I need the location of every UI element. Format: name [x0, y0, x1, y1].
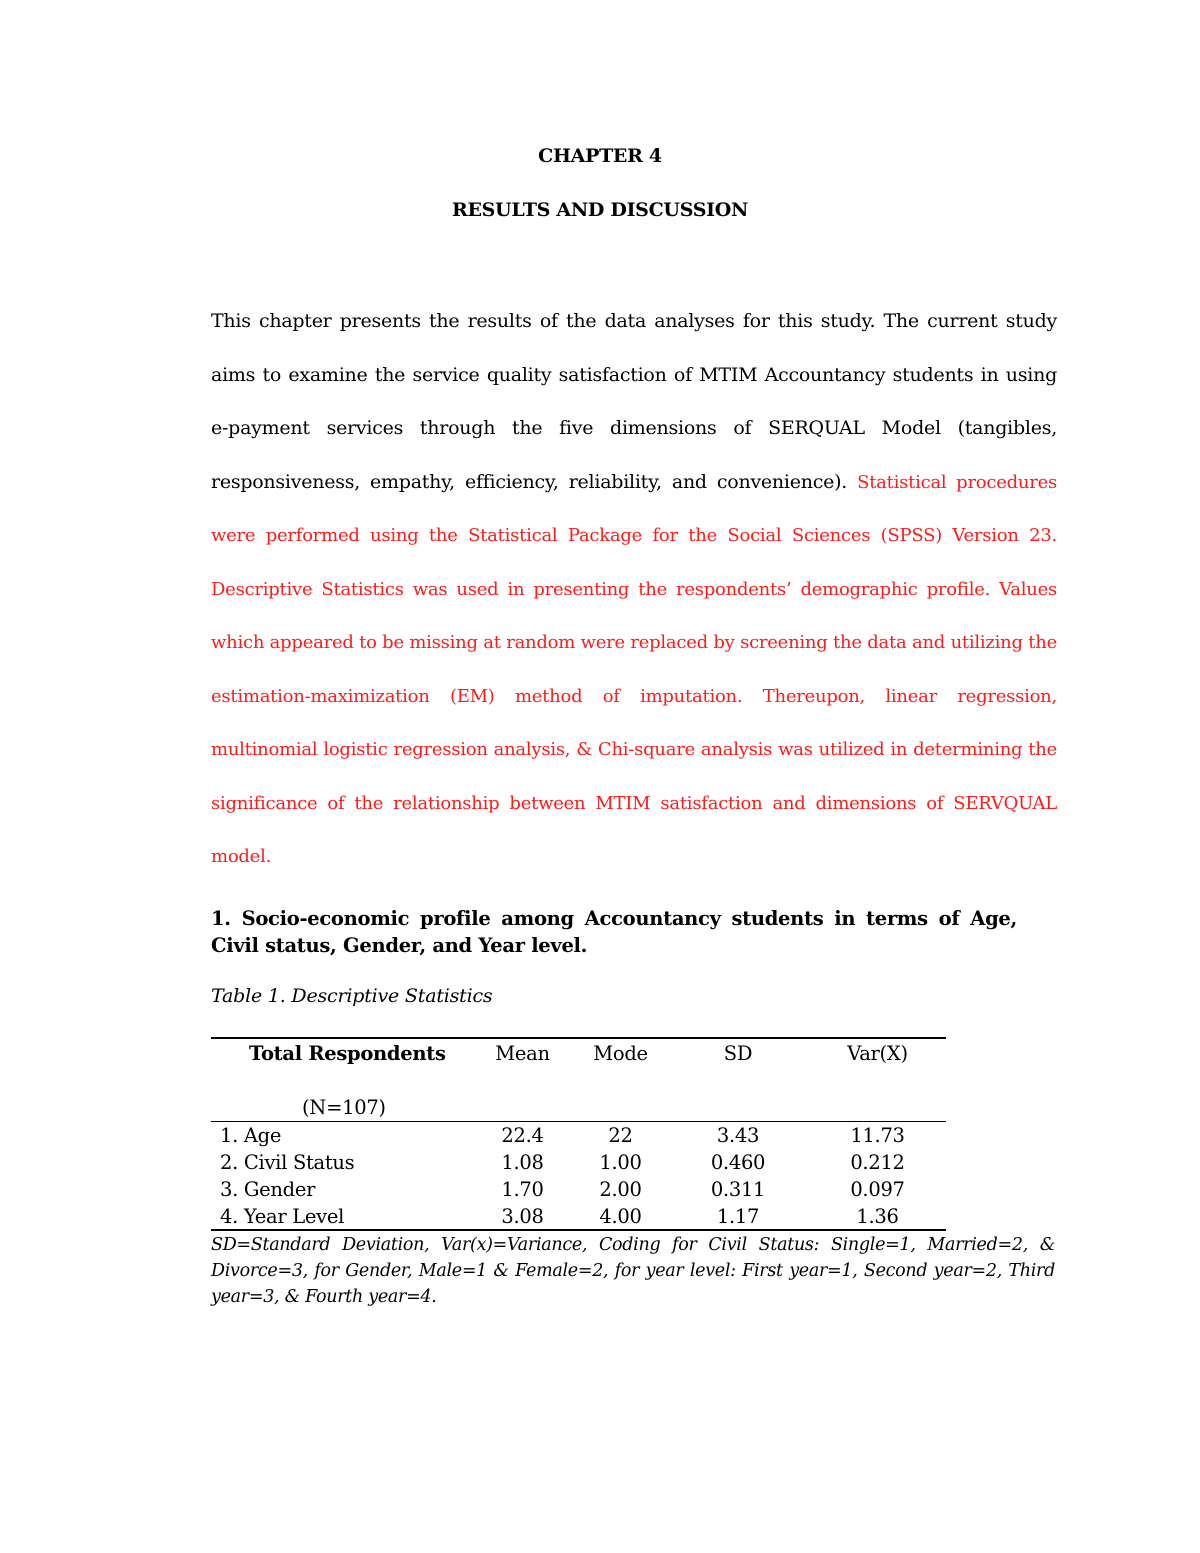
row-mean: 22.4	[501, 1124, 544, 1147]
row-label: 3. Gender	[220, 1178, 316, 1201]
table-header-rule	[211, 1121, 946, 1122]
intro-text-highlighted: Statistical procedures were performed using the Statistical Package for the Social Sciences (SPSS) Version 23. Descriptive Statistics was used in presenting the respondents’ demographic profile. Values which appeared to be missing at random were replaced by screening the data and utilizing the estimation-maximization (EM) method of imputation. Thereupon, linear regression, multinomial logistic regression analysis, & Chi-square analysis was utilized in determining the significance of the relationship between MTIM satisfaction and dimensions of SERVQUAL model.	[211, 471, 1057, 867]
row-mean: 1.08	[501, 1151, 544, 1174]
header-var: Var(X)	[847, 1042, 908, 1065]
row-mean: 3.08	[501, 1205, 544, 1228]
row-mode: 4.00	[599, 1205, 642, 1228]
row-var: 0.097	[850, 1178, 905, 1201]
header-sample-size: (N=107)	[302, 1096, 386, 1119]
row-sd: 0.311	[710, 1178, 766, 1201]
row-sd: 0.460	[710, 1151, 766, 1174]
row-sd: 1.17	[716, 1205, 760, 1228]
row-mode: 1.00	[599, 1151, 642, 1174]
row-label: 2. Civil Status	[220, 1151, 355, 1174]
intro-text: This chapter presents the results of the data analyses for this study. The current study aims to examine the service quality satisfaction of MTIM Accountancy students in using e-payment services through the five dimensions of SERQUAL Model (tangibles, responsiveness, empathy, efficiency, reliability, and convenience).	[211, 310, 1057, 493]
table-bottom-rule	[211, 1229, 946, 1231]
section-heading: 1. Socio-economic profile among Accountancy students in terms of Age, Civil status, Gender, and Year level.	[211, 907, 1017, 957]
row-label: 4. Year Level	[220, 1205, 345, 1228]
chapter-number: CHAPTER 4	[538, 145, 662, 167]
header-mean: Mean	[495, 1042, 550, 1065]
intro-paragraph	[211, 295, 1057, 884]
table-note: SD=Standard Deviation, Var(x)=Variance, Coding for Civil Status: Single=1, Married=2, & Divorce=3, for Gender, Male=1 & Female=2, for year level: First year=1, Second year=2, Third year=3, & Fourth year=4.	[211, 1235, 1055, 1307]
table-caption: Table 1. Descriptive Statistics	[211, 985, 493, 1007]
header-sd: SD	[723, 1042, 753, 1065]
row-label: 1. Age	[220, 1124, 282, 1147]
row-mode: 2.00	[599, 1178, 642, 1201]
table-top-rule	[211, 1037, 946, 1039]
row-var: 0.212	[850, 1151, 905, 1174]
row-mean: 1.70	[501, 1178, 544, 1201]
header-total-respondents: Total Respondents	[249, 1042, 446, 1065]
header-mode: Mode	[593, 1042, 648, 1065]
row-mode: 22	[608, 1124, 633, 1147]
chapter-title: RESULTS AND DISCUSSION	[451, 199, 749, 221]
row-sd: 3.43	[716, 1124, 760, 1147]
row-var: 1.36	[856, 1205, 899, 1228]
row-var: 11.73	[850, 1124, 905, 1147]
